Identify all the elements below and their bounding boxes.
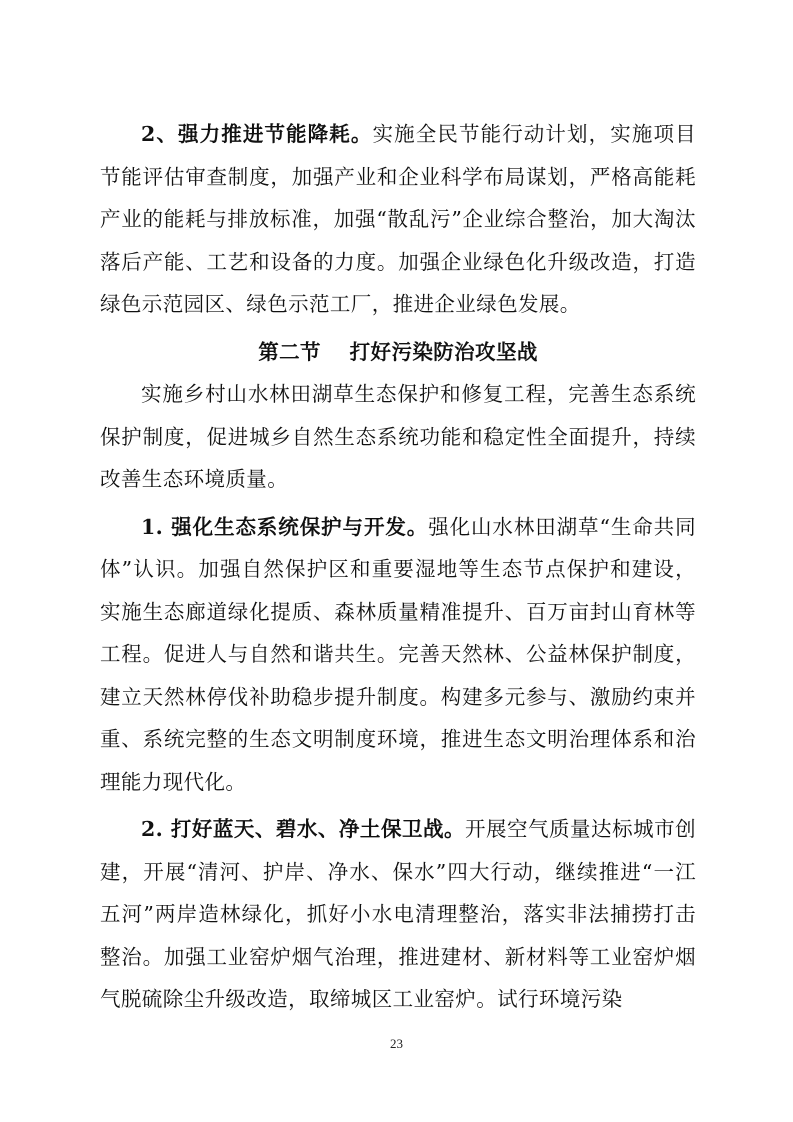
section-name: 打好污染防治攻坚战 [349,339,538,364]
section-title [100,331,696,374]
paragraph-ecosystem [100,506,696,804]
paragraph-pollution [100,808,696,1021]
paragraph-heading: 2. 打好蓝天、碧水、净土保卫战。 [141,817,465,841]
paragraph-body: 强化山水林田湖草“生命共同体”认识。加强自然保护区和重要湿地等生态节点保护和建设，实施生态廊道绿化提质、森林质量精准提升、百万亩封山育林等工程。促进人与自然和谐共生。完善天然林、公益林保护制度，建立天然林停伐补助稳步提升制度。构建多元参与、激励约束并重、系统完整的生态文明制度环境，推进生态文明治理体系和治理能力现代化。 [100,514,696,794]
paragraph-heading: 1. 强化生态系统保护与开发。 [141,514,429,539]
section-intro: 实施乡村山水林田湖草生态保护和修复工程，完善生态系统保护制度，促进城乡自然生态系统功能和稳定性全面提升，持续改善生态环境质量。 [100,382,696,491]
paragraph-heading: 2、强力推进节能降耗。 [141,122,373,146]
section-number: 第二节 [258,339,321,364]
page-content [100,113,696,1021]
paragraph-body: 开展空气质量达标城市创建，开展“清河、护岸、净水、保水”四大行动，继续推进“一江五河”两岸造林绿化，抓好小水电清理整治，落实非法捕捞打击整治。加强工业窑炉烟气治理，推进建材、新材料等工业窑炉烟气脱硫除尘升级改造，取缔城区工业窑炉。试行环境污染 [100,817,696,1011]
paragraph-energy-saving [100,113,696,326]
paragraph-body: 实施全民节能行动计划，实施项目节能评估审查制度，加强产业和企业科学布局谋划，严格高能耗产业的能耗与排放标准，加强“散乱污”企业综合整治，加大淘汰落后产能、工艺和设备的力度。加强企业绿色化升级改造，打造绿色示范园区、绿色示范工厂，推进企业绿色发展。 [100,122,696,316]
page-number: 23 [390,1036,403,1051]
